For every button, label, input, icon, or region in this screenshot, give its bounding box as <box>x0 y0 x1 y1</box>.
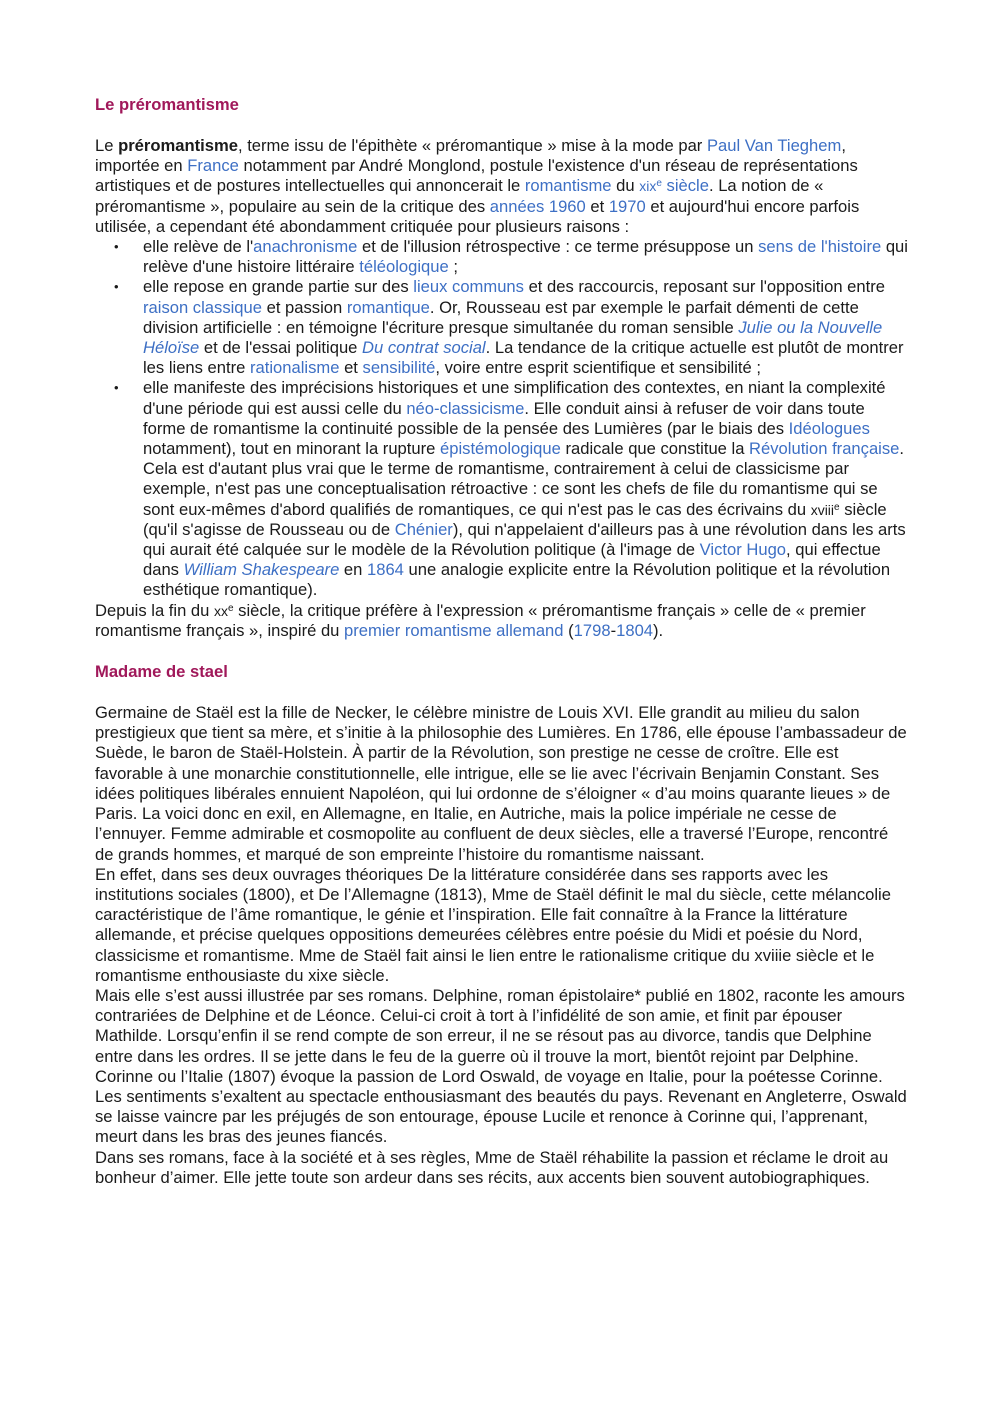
text: . Elle conduit ainsi à refuser de voir dans toute forme de romantisme la continuité possible de la pensée des Lumières (par le biais des <box>143 398 865 438</box>
text: ; <box>448 257 458 277</box>
text: Depuis la fin du <box>95 600 214 620</box>
text: et <box>585 196 609 216</box>
link-epistemologique[interactable]: épistémologique <box>440 439 561 459</box>
list-item <box>143 237 910 277</box>
century-numeral: xix <box>639 178 657 195</box>
text: et de l'illusion rétrospective : ce terme présuppose un <box>357 237 759 257</box>
list-item <box>143 277 910 378</box>
link-romantique[interactable]: romantique <box>346 297 430 317</box>
paragraph: Corinne ou l’Italie (1807) évoque la passion de Lord Oswald, de voyage en Italie, pour la poétesse Corinne. Les sentiments s’exaltent au spectacle enthousiasmant des beautés du pays. Revenant en Angleterre, Oswald se laisse vaincre par les préjugés de son entourage, épouse Lucile et renonce à Corinne qui, l’apprenant, meurt dans les bras des jeunes fiancés. <box>95 1066 907 1147</box>
link-julie[interactable]: Julie ou la Nouvelle Héloïse <box>143 317 883 358</box>
paragraph: Dans ses romans, face à la société et à ses règles, Mme de Staël réhabilite la passion et réclame le droit au bonheur d’aimer. Elle jette toute son ardeur dans ses récits, aux accents bien souvent autobiographiques. <box>95 1147 889 1187</box>
text: et <box>339 358 363 378</box>
text: siècle <box>661 176 709 196</box>
text: du <box>611 176 640 196</box>
link-ideologues[interactable]: Idéologues <box>788 418 870 438</box>
paragraph: Germaine de Staël est la fille de Necker, le célèbre ministre de Louis XVI. Elle grandit au milieu du salon prestigieux que tient sa mère, et s’initie à la philosophie des Lumières. En 1786, elle épouse l’ambassadeur de Suède, le baron de Staël-Holstein. À partir de la Révolution, son prestige ne cesse de croître. Elle est favorable à une monarchie constitutionnelle, elle intrigue, elle se lie avec l’écrivain Benjamin Constant. Ses idées politiques libérales ennuient Napoléon, qui lui ordonne de s’éloigner « d’au moins quarante lieues » de Paris. La voici donc en exil, en Allemagne, en Italie, en Autriche, mais la police impériale ne cesse de l’ennuyer. Femme admirable et cosmopolite au confluent de deux siècles, elle a traversé l’Europe, rencontré de grands hommes, et marqué de son empreinte l’histoire du romantisme naissant. <box>95 703 907 864</box>
text: Le <box>95 136 119 155</box>
link-sens-de-l-histoire[interactable]: sens de l'histoire <box>758 237 882 257</box>
document-page <box>95 94 910 1188</box>
link-annees-1960[interactable]: années 1960 <box>489 196 586 216</box>
century-numeral: xviii <box>810 501 835 518</box>
text: elle relève de l' <box>143 237 254 257</box>
text: et aujourd'hui encore parfois utilisée, a cependant été abondamment critiquée pour plusieurs raisons : <box>95 196 860 236</box>
closing-paragraph <box>95 601 910 641</box>
link-romantisme[interactable]: romantisme <box>524 176 612 196</box>
text: en <box>339 560 367 580</box>
text: radicale que constitue la <box>560 439 750 459</box>
section-title-preromantisme: Le préromantisme <box>95 95 239 114</box>
list-item <box>143 378 910 600</box>
link-teleologique[interactable]: téléologique <box>359 257 449 277</box>
link-xixe-siecle[interactable] <box>639 176 709 195</box>
text: elle repose en grande partie sur des <box>143 277 414 297</box>
link-1798[interactable]: 1798 <box>573 620 611 640</box>
critique-list <box>95 237 910 601</box>
superscript: e <box>834 501 840 513</box>
text: elle manifeste des imprécisions historiques et une simplification des contextes, en niant la complexité d'une période qui est aussi celle du <box>143 378 886 418</box>
paragraph: Mais elle s’est aussi illustrée par ses romans. Delphine, roman épistolaire* publié en 1802, raconte les amours contrariées de Delphine et de Léonce. Celui-ci croit à tort à l’infidélité de son amie, et finit par épouser Mathilde. Lorsqu’enfin il se rend compte de son erreur, il ne se résout pas au divorce, tandis que Delphine entre dans les ordres. Il se jette dans le feu de la guerre où il trouve la mort, bientôt rejoint par Delphine. <box>95 985 905 1066</box>
link-france[interactable]: France <box>187 156 239 176</box>
link-1804[interactable]: 1804 <box>616 620 654 640</box>
link-1970[interactable]: 1970 <box>608 196 646 216</box>
text: . Or, Rousseau est par exemple le parfait démenti de cette division artificielle : en témoigne l'écriture presque simultanée du roman sensible <box>143 297 859 337</box>
paragraph: En effet, dans ses deux ouvrages théoriques De la littérature considérée dans ses rapports avec les institutions sociales (1800), et De l’Allemagne (1813), Mme de Staël définit le mal du siècle, cette mélancolie caractéristique de l’âme romantique, le génie et l’inspiration. Elle fait connaître à la France la littérature allemande, et précise quelques oppositions demeurées célèbres entre poésie du Midi et poésie du Nord, classicisme et romantisme. Mme de Staël fait ainsi le lien entre le rationalisme critique du xviiie siècle et le romantisme enthousiaste du xixe siècle. <box>95 864 891 985</box>
link-chenier[interactable]: Chénier <box>394 519 453 539</box>
text: qui relève d'une histoire littéraire <box>143 237 908 277</box>
link-victor-hugo[interactable]: Victor Hugo <box>699 540 787 560</box>
link-rationalisme[interactable]: rationalisme <box>250 358 340 378</box>
intro-paragraph <box>95 136 910 237</box>
text: siècle, la critique préfère à l'expression « préromantisme français » celle de « premier romantisme français », inspiré du <box>95 600 866 640</box>
text: notamment), tout en minorant la rupture <box>143 439 440 459</box>
link-william-shakespeare[interactable]: William Shakespeare <box>183 560 340 580</box>
text: notamment par André Monglond, postule l'existence d'un réseau de représentations artistiques et de postures intellectuelles qui annoncerait le <box>95 156 858 196</box>
superscript: e <box>656 178 662 190</box>
section-title-madame-de-stael: Madame de stael <box>95 662 228 682</box>
text: . Cela est d'autant plus vrai que le terme de romantisme, contrairement à celui de classicisme par exemple, n'est pas une conceptualisation rétroactive : ce sont les chefs de file du romantisme qui se sont eux-mêmes d'abord qualifiés de romantiques, ce qui n'est pas le cas des écrivains du <box>143 439 905 519</box>
text: , terme issu de l'épithète « préromantique » mise à la mode par <box>237 136 707 155</box>
text: une analogie explicite entre la Révolution politique et la révolution esthétique romantique). <box>143 560 891 600</box>
text: , importée en <box>95 136 846 176</box>
text: et de l'essai politique <box>199 338 363 358</box>
superscript: e <box>228 602 234 614</box>
text: et passion <box>261 297 347 317</box>
link-revolution-francaise[interactable]: Révolution française <box>749 439 900 459</box>
text: ( <box>563 620 574 640</box>
text: , qui effectue dans <box>143 540 881 580</box>
text: . La tendance de la critique actuelle est plutôt de montrer les liens entre <box>143 338 904 378</box>
link-sensibilite[interactable]: sensibilité <box>362 358 436 378</box>
bold-term: préromantisme <box>118 136 238 155</box>
text: siècle (qu'il s'agisse de Rousseau ou de <box>143 499 887 539</box>
link-lieux-communs[interactable]: lieux communs <box>413 277 524 297</box>
link-anachronisme[interactable]: anachronisme <box>253 237 358 257</box>
link-paul-van-tieghem[interactable]: Paul Van Tieghem <box>706 136 842 155</box>
century-numeral: xx <box>214 602 228 619</box>
link-neo-classicisme[interactable]: néo-classicisme <box>406 398 525 418</box>
text: . La notion de « préromantisme », populaire au sein de la critique des <box>95 176 824 216</box>
text: ). <box>653 620 664 640</box>
text: et des raccourcis, reposant sur l'opposition entre <box>523 277 885 297</box>
link-premier-romantisme-allemand[interactable]: premier romantisme allemand <box>344 620 564 640</box>
text: , voire entre esprit scientifique et sensibilité ; <box>435 358 761 378</box>
text: - <box>610 620 617 640</box>
text: ), qui n'appelaient d'ailleurs pas à une révolution dans les arts qui aurait été calquée sur le modèle de la Révolution politique (à l'image de <box>143 519 906 560</box>
link-1864[interactable]: 1864 <box>367 560 404 580</box>
link-du-contrat-social[interactable]: Du contrat social <box>362 338 486 358</box>
link-raison-classique[interactable]: raison classique <box>143 297 262 317</box>
